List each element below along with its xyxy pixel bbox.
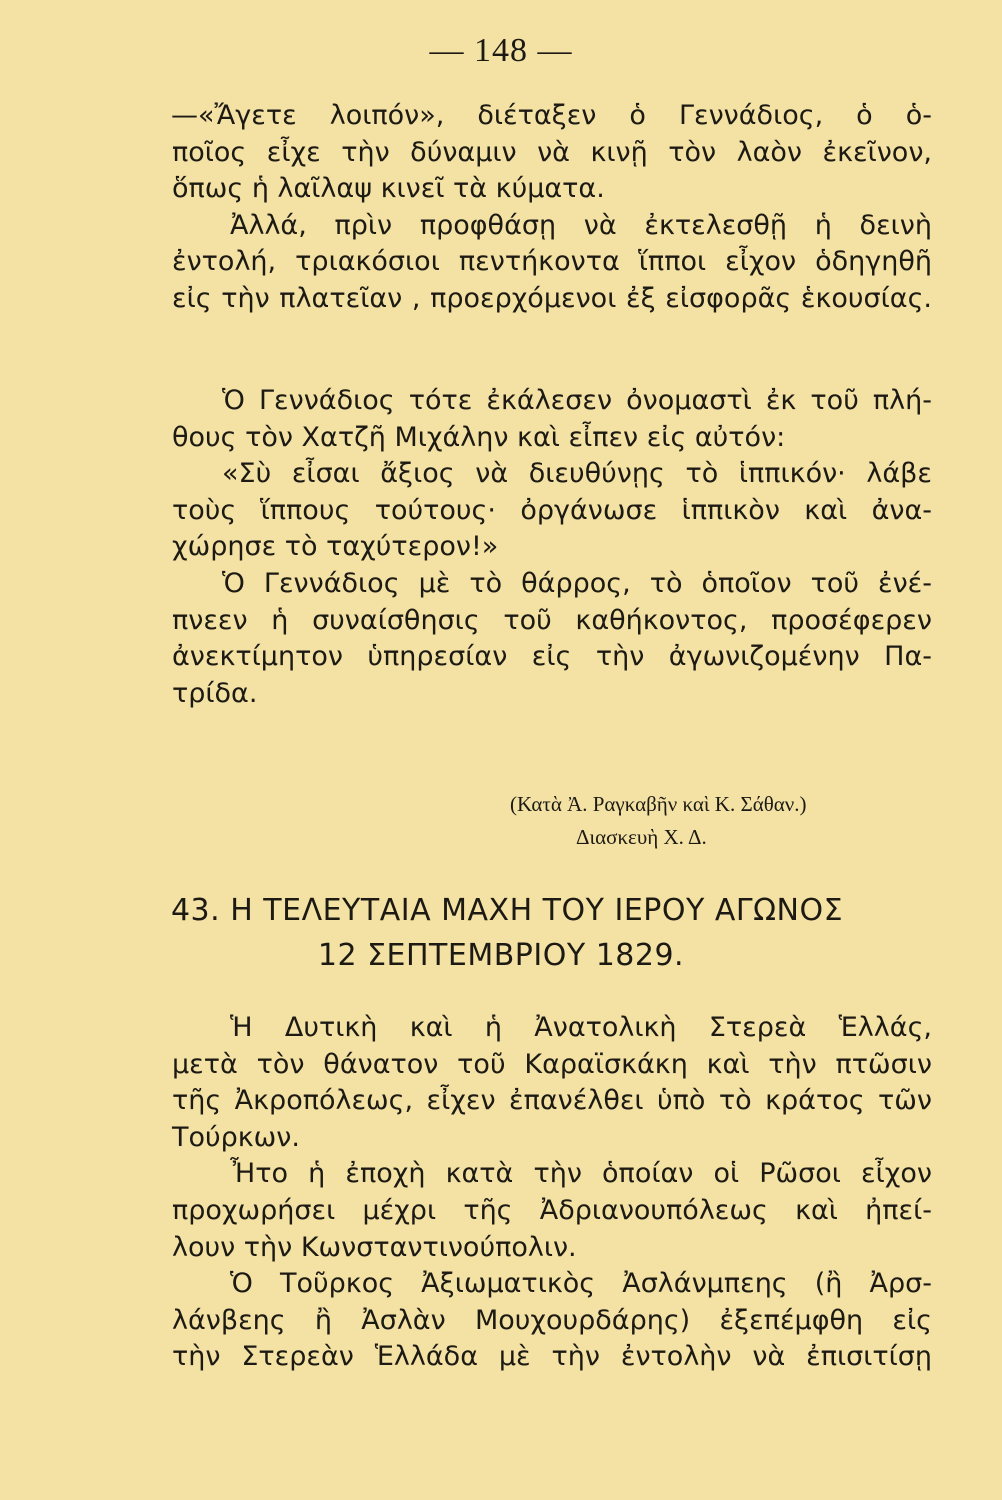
- page-number: — 148 —: [429, 32, 573, 69]
- text-line: Ὁ Τοῦρκος Ἀξιωματικὸς Ἀσλάνμπεης (ἢ Ἀρσ-: [230, 1268, 932, 1300]
- text-line: ὅπως ἡ λαῖλαψ κινεῖ τὰ κύματα.: [172, 173, 605, 205]
- text-line: τοὺς ἵππους τούτους· ὀργάνωσε ἱππικὸν καὶ ἀνα-: [172, 494, 932, 526]
- paragraph-block-3: [172, 1010, 932, 1376]
- text-line: τὴν Στερεὰν Ἑλλάδα μὲ τὴν ἐντολὴν νὰ ἐπισιτίσῃ: [172, 1341, 932, 1373]
- text-line: Ὁ Γεννάδιος τότε ἐκάλεσεν ὀνομαστὶ ἐκ τοῦ πλή-: [222, 385, 932, 416]
- text-line: Ἦτο ἡ ἐποχὴ κατὰ τὴν ὁποίαν οἱ Ρῶσοι εἶχον: [230, 1158, 932, 1190]
- text-line: χώρησε τὸ ταχύτερον!»: [172, 531, 499, 563]
- text-line: πνεεν ἡ συναίσθησις τοῦ καθήκοντος, προσέφερεν: [172, 604, 932, 636]
- text-line: «Σὺ εἶσαι ἄξιος νὰ διευθύνῃς τὸ ἱππικόν· λάβε: [222, 458, 932, 490]
- text-line: τῆς Ἀκροπόλεως, εἶχεν ἐπανέλθει ὑπὸ τὸ κράτος τῶν: [172, 1085, 932, 1117]
- paragraph-block-2: [172, 383, 932, 712]
- text-line: ποῖος εἶχε τὴν δύναμιν νὰ κινῇ τὸν λαὸν ἐκεῖνον,: [172, 136, 932, 168]
- chapter-title: 43. Η ΤΕΛΕΥΤΑΙΑ ΜΑΧΗ ΤΟΥ ΙΕΡΟΥ ΑΓΩΝΟΣ: [170, 893, 844, 928]
- text-line: —«Ἄγετε λοιπόν», διέταξεν ὁ Γεννάδιος, ὁ ὁ-: [171, 100, 932, 131]
- text-line: μετὰ τὸν θάνατον τοῦ Καραϊσκάκη καὶ τὴν πτῶσιν: [172, 1048, 932, 1080]
- source-credit: (Κατὰ Ἀ. Ραγκαβῆν καὶ Κ. Σάθαν.): [510, 792, 807, 816]
- text-line: τρίδα.: [172, 677, 258, 709]
- paragraph-block-1: [172, 98, 932, 318]
- text-line: θους τὸν Χατζῆ Μιχάλην καὶ εἶπεν εἰς αὐτόν:: [172, 421, 786, 453]
- text-line: ἀνεκτίμητον ὑπηρεσίαν εἰς τὴν ἀγωνιζομένην Πα-: [172, 641, 932, 673]
- text-line: Τούρκων.: [172, 1121, 300, 1153]
- text-line: λάνβεης ἢ Ἀσλὰν Μουχουρδάρης) ἐξεπέμφθη εἰς: [172, 1304, 932, 1336]
- text-line: Ἀλλά, πρὶν προφθάσῃ νὰ ἐκτελεσθῇ ἡ δεινὴ: [230, 209, 932, 241]
- text-line: ἐντολή, τριακόσιοι πεντήκοντα ἵπποι εἶχον ὁδηγηθῆ: [172, 246, 932, 278]
- text-line: Ἡ Δυτικὴ καὶ ἡ Ἀνατολικὴ Στερεὰ Ἑλλάς,: [230, 1012, 932, 1043]
- text-line: λουν τὴν Κωνσταντινούπολιν.: [172, 1231, 577, 1263]
- text-line: Ὁ Γεννάδιος μὲ τὸ θάρρος, τὸ ὁποῖον τοῦ ἐνέ-: [222, 567, 932, 599]
- chapter-date: 12 ΣΕΠΤΕΜΒΡΙΟΥ 1829.: [317, 938, 685, 973]
- text-line: προχωρήσει μέχρι τῆς Ἀδριανουπόλεως καὶ ἠπεί-: [172, 1194, 932, 1226]
- adaptation-credit: Διασκευὴ Χ. Δ.: [576, 825, 707, 849]
- text-line: εἰς τὴν πλατεῖαν , προερχόμενοι ἐξ εἰσφορᾶς ἑκουσίας.: [172, 282, 932, 314]
